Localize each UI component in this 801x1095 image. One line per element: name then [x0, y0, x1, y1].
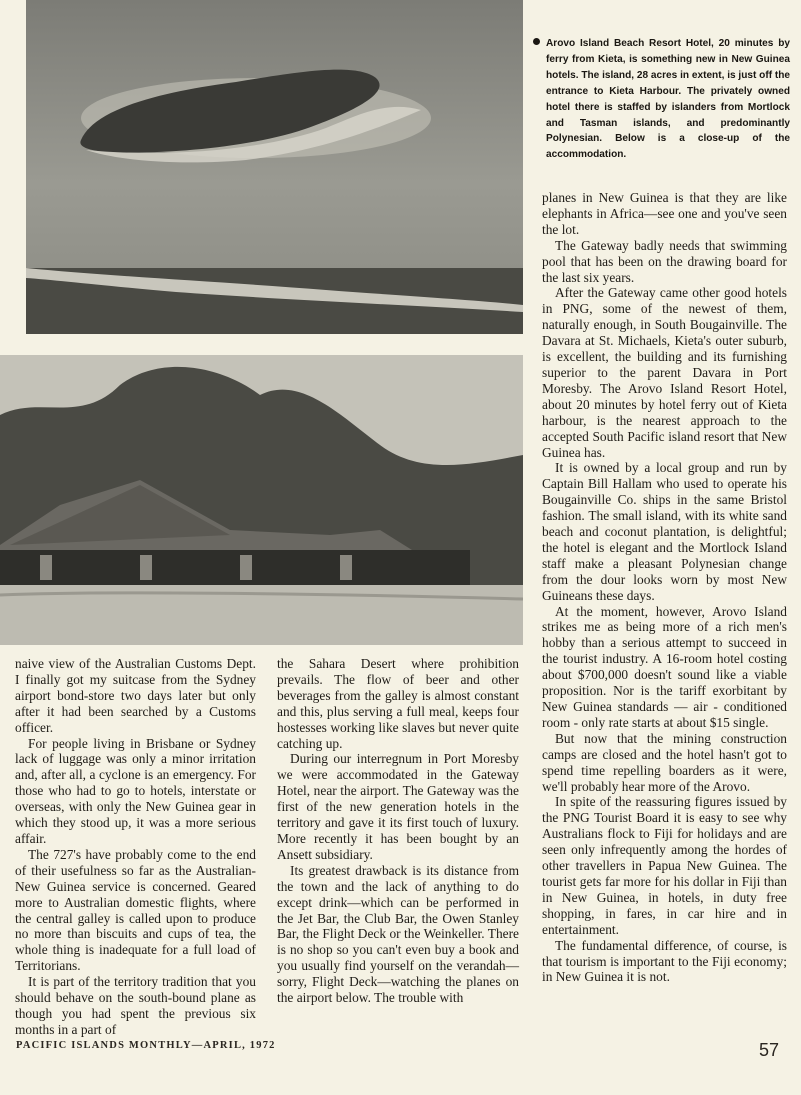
article-column-1: [15, 656, 256, 1038]
island-aerial-photo: [26, 0, 523, 334]
page-number: 57: [758, 1040, 779, 1060]
publication-footer: PACIFIC ISLANDS MONTHLY—APRIL, 1972: [16, 1040, 276, 1051]
paragraph: At the moment, however, Arovo Island strikes me as being more of a rich men's hobby than a serious attempt to succeed in the tourist industry. A 16-room hotel costing about $700,000 doesn't sound like a viable proposition. Nor is the tariff exorbitant by New Guinea standards — air - conditioned room - only rate starts at about $15 single.: [542, 603, 787, 730]
article-column-3: [542, 190, 787, 985]
paragraph: It is part of the territory tradition that you should behave on the south-bound plane as though you had spent the previous six months in a part of: [15, 974, 256, 1037]
paragraph: planes in New Guinea is that they are like elephants in Africa—see one and you've seen the lot.: [542, 190, 787, 237]
paragraph: The 727's have probably come to the end of their usefulness so far as the Australian-New Guinea service is concerned. Geared more to Australian domestic flights, where the central galley is called upon to produce no more than biscuits and cups of tea, the whole thing is inadequate for a full load of Territorians.: [15, 846, 256, 974]
resort-accommodation-photo: [0, 355, 523, 645]
photo-caption: [546, 36, 790, 163]
paragraph: In spite of the reassuring figures issued by the PNG Tourist Board it is easy to see why Australians flock to Fiji for holidays and are seen only infrequently among the hordes of other travellers in Papua New Guinea. The tourist gets far more for his dollar in Fiji than in New Guinea, in hotels, in duty free shopping, in fares, in car hire and in entertainment.: [542, 794, 787, 937]
bullet-icon: [533, 38, 540, 45]
paragraph: For people living in Brisbane or Sydney lack of luggage was only a minor irritation and, after all, a cyclone is an emergency. For those who had to go to hotels, interstate or overseas, with only the New Guinea gear in which they stood up, it was a more serious affair.: [15, 735, 256, 846]
paragraph: During our interregnum in Port Moresby we were accommodated in the Gateway Hotel, near the airport. The Gateway was the first of the new generation hotels in the territory and gave it its first touch of luxury. More recently it has been bought by an Ansett subsidiary.: [277, 751, 519, 862]
paragraph: the Sahara Desert where prohibition prevails. The flow of beer and other beverages from the galley is almost constant and this, plus serving a full meal, keeps four hostesses working like slaves but never quite catching up.: [277, 656, 519, 751]
article-column-2: [277, 656, 519, 1006]
paragraph: It is owned by a local group and run by Captain Bill Hallam who used to operate his Bougainville Co. ships in the same Bristol fashion. The small island, with its white sand beach and coconut plantation, is delightful; the hotel is elegant and the Mortlock Island staff make a pleasant Polynesian change from the dour looks worn by most New Guineans these days.: [542, 460, 787, 603]
paragraph: After the Gateway came other good hotels in PNG, some of the newest of them, naturally enough, in South Bougainville. The Davara at St. Michaels, Kieta's outer suburb, is excellent, the building and its furnishing superior to the parent Davara in Port Moresby. The Arovo Island Resort Hotel, about 20 minutes by hotel ferry out of Kieta harbour, is the nearest approach to the accepted South Pacific island resort that New Guinea has.: [542, 285, 787, 460]
paragraph: But now that the mining construction camps are closed and the hotel hasn't got to spend time repelling boarders as it were, we'll probably hear more of the Arovo.: [542, 730, 787, 794]
paragraph: naive view of the Australian Customs Dept. I finally got my suitcase from the Sydney airport bond-store two days later but only after it had been searched by a Customs officer.: [15, 656, 256, 735]
paragraph: The Gateway badly needs that swimming pool that has been on the drawing board for the last six years.: [542, 237, 787, 285]
caption-text: Arovo Island Beach Resort Hotel, 20 minutes by ferry from Kieta, is something new in New Guinea hotels. The island, 28 acres in extent, is just off the entrance to Kieta Harbour. The privately owned hotel there is staffed by islanders from Mortlock and Tasman islands, and predominantly Polynesian. Below is a close-up of the accommodation.: [546, 38, 790, 161]
paragraph: The fundamental difference, of course, is that tourism is important to the Fiji economy; in New Guinea it is not.: [542, 937, 787, 985]
paragraph: Its greatest drawback is its distance from the town and the lack of anything to do except drink—which can be performed in the Jet Bar, the Club Bar, the Owen Stanley Bar, the Flight Deck or the Weinkeller. There is no shop so you can't even buy a book and you usually find yourself on the verandah—sorry, Flight Deck—watching the planes on the airport below. The trouble with: [277, 862, 519, 1006]
